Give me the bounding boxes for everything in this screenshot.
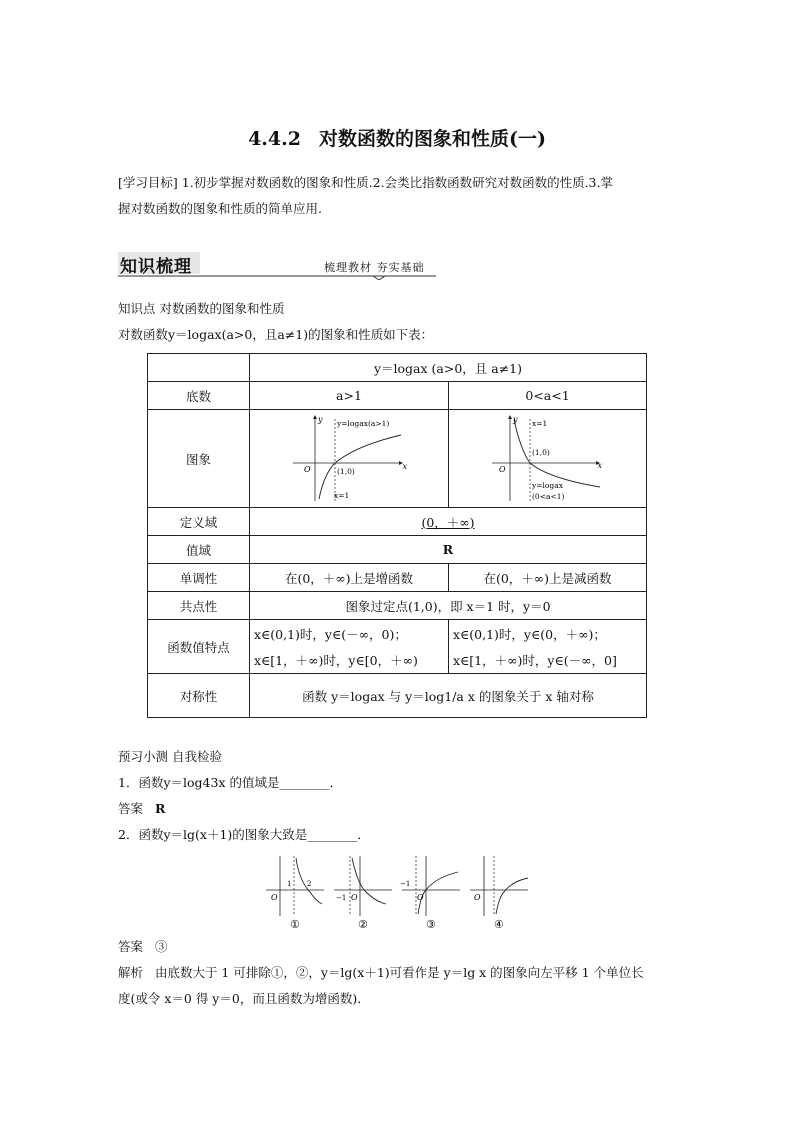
answer-2 <box>118 934 678 960</box>
graph-l-x-label: x <box>402 461 407 471</box>
row-label-base: 底数 <box>148 382 250 410</box>
svg-text:O: O <box>271 893 278 902</box>
answer-1 <box>118 796 678 822</box>
option-graph-1 <box>266 856 324 931</box>
values-left-cell <box>250 620 449 674</box>
common-point-value: 图象过定点(1,0)，即 x＝1 时，y＝0 <box>250 592 647 620</box>
answer-2-label: 答案 <box>118 939 144 954</box>
option-graph-4 <box>470 856 528 931</box>
option-graph-2 <box>334 856 392 931</box>
svg-text:2: 2 <box>307 880 312 888</box>
answer-1-value: R <box>154 801 166 816</box>
monotonic-left: 在(0，＋∞)上是增函数 <box>250 564 449 592</box>
knowledge-heading: 知识点 对数函数的图象和性质 <box>118 301 285 316</box>
values-right-1: x∈(0,1)时，y∈(0，＋∞)； <box>453 626 606 642</box>
graph-increasing-cell <box>250 410 449 508</box>
graph-r-point: (1,0) <box>531 447 550 457</box>
row-label-values: 函数值特点 <box>148 620 250 674</box>
svg-text:O: O <box>417 893 424 902</box>
domain-value: (0，＋∞) <box>421 514 475 530</box>
graph-decreasing-cell <box>449 410 647 508</box>
values-right-2: x∈[1，＋∞)时，y∈(－∞，0] <box>453 652 617 668</box>
explanation-line-1: 由底数大于 1 可排除①，②，y＝lg(x＋1)可看作是 y＝lg x 的图象向左平移 1 个单位长 <box>154 965 644 980</box>
base-lt-1: 0<a<1 <box>449 382 647 410</box>
knowledge-point <box>118 296 678 348</box>
preview-heading: 预习小测 自我检验 <box>118 749 222 764</box>
answer-1-label: 答案 <box>118 801 144 816</box>
option-label-1: ① <box>290 918 300 931</box>
graph-r-condition: (0<a<1) <box>531 491 564 501</box>
row-label-graph: 图象 <box>148 410 250 508</box>
svg-text:−1: −1 <box>400 880 411 888</box>
option-graphs <box>262 852 532 932</box>
svg-text:O: O <box>351 893 358 902</box>
graph-r-y-label: y <box>512 414 518 424</box>
goals-line-2: 握对数函数的图象和性质的简单应用. <box>118 201 322 216</box>
row-label-common-point: 共点性 <box>148 592 250 620</box>
option-label-2: ② <box>358 918 368 931</box>
base-gt-1: a>1 <box>250 382 449 410</box>
values-left-1: x∈(0,1)时，y∈(－∞，0)； <box>254 626 407 642</box>
log-graph-increasing <box>289 413 409 505</box>
answer-2-section <box>118 934 678 1012</box>
graph-l-origin: O <box>304 464 311 474</box>
question-1: 1．函数y＝log43x 的值域是________． <box>118 775 342 790</box>
explanation <box>118 960 678 986</box>
svg-text:1: 1 <box>287 880 292 888</box>
svg-text:O: O <box>474 893 481 902</box>
graph-l-asymptote: x=1 <box>334 490 350 500</box>
explanation-line-2: 度(或令 x＝0 得 y＝0，而且函数为增函数)． <box>118 991 370 1006</box>
option-label-3: ③ <box>426 918 436 931</box>
explanation-label: 解析 <box>118 965 144 980</box>
graph-l-function: y=logax(a>1) <box>337 418 390 428</box>
question-2: 2．函数y＝lg(x＋1)的图象大致是________． <box>118 827 370 842</box>
graph-r-function: y=logax <box>531 480 563 490</box>
row-label-symmetry: 对称性 <box>148 674 250 718</box>
section-header <box>118 252 436 276</box>
symmetry-value: 函数 y＝logax 与 y＝log1/a x 的图象关于 x 轴对称 <box>250 674 647 718</box>
table-corner <box>148 354 250 382</box>
table-header: y＝logax (a>0，且 a≠1) <box>250 354 647 382</box>
knowledge-intro: 对数函数y＝logax(a>0，且a≠1)的图象和性质如下表： <box>118 327 434 342</box>
graph-r-origin: O <box>498 464 506 474</box>
goals-line-1: 1.初步掌握对数函数的图象和性质.2.会类比指数函数研究对数函数的性质.3.掌 <box>181 175 613 190</box>
graph-r-x-label: x <box>596 460 602 470</box>
title-text: 对数函数的图象和性质(一) <box>318 128 546 150</box>
graph-l-point: (1,0) <box>337 466 355 476</box>
preview-section <box>118 744 678 848</box>
graph-l-y-label: y <box>318 414 323 424</box>
goals-label: [学习目标] <box>118 175 178 190</box>
monotonic-right: 在(0，＋∞)上是减函数 <box>449 564 647 592</box>
page-title <box>0 124 794 151</box>
section-number: 4.4.2 <box>248 128 301 150</box>
learning-goals <box>118 170 678 222</box>
section-title: 知识梳理 <box>120 257 192 277</box>
svg-text:−1: −1 <box>336 894 347 902</box>
answer-2-value: ③ <box>154 939 168 954</box>
log-graph-decreasing <box>488 413 608 505</box>
row-label-monotonic: 单调性 <box>148 564 250 592</box>
values-right-cell <box>449 620 647 674</box>
graph-r-asymptote: x=1 <box>531 418 547 428</box>
row-label-domain: 定义域 <box>148 508 250 536</box>
option-label-4: ④ <box>494 918 504 931</box>
section-subtitle: 梳理教材 夯实基础 <box>324 261 425 274</box>
row-label-range: 值域 <box>148 536 250 564</box>
option-graph-3 <box>400 856 460 931</box>
values-left-2: x∈[1，＋∞)时，y∈[0，＋∞) <box>254 652 418 668</box>
properties-table <box>147 353 647 718</box>
range-value: R <box>250 536 647 564</box>
